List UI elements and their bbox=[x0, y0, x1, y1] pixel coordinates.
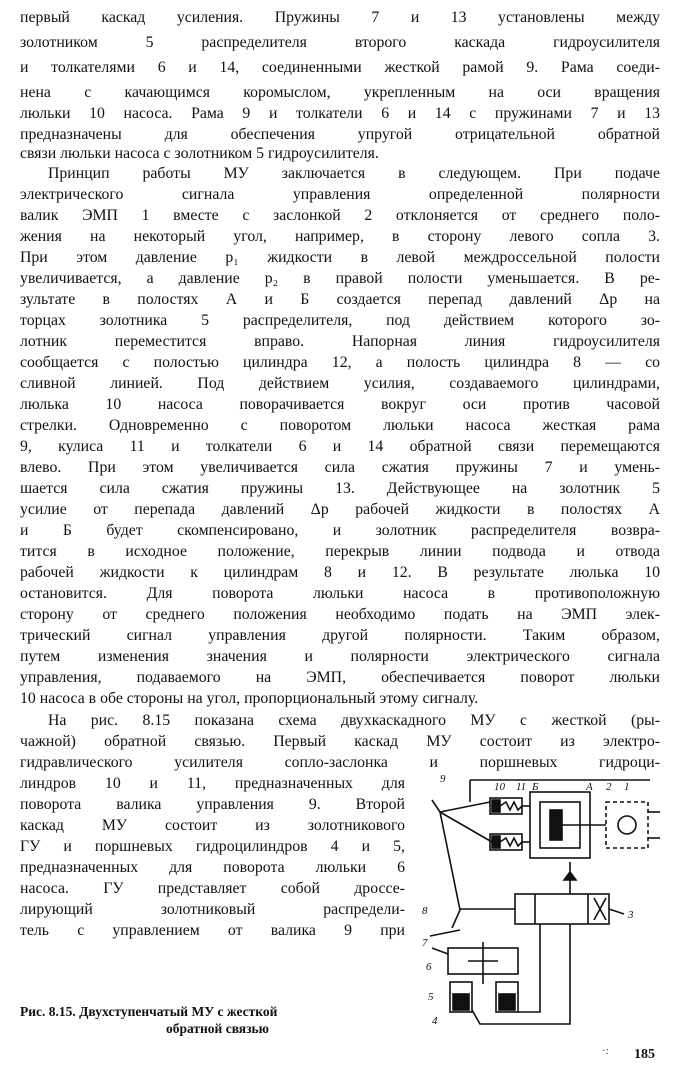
text-line: усилие от перепада давлений Δp рабочей жидкости в полостях А bbox=[20, 501, 660, 518]
text-line: линдров 10 и 11, предназначенных для bbox=[20, 775, 405, 792]
label-3: 3 bbox=[628, 909, 634, 921]
text-line: поворота валика управления 9. Второй bbox=[20, 796, 405, 813]
label-1: 1 bbox=[624, 781, 630, 793]
label-6: 6 bbox=[426, 961, 432, 973]
text-line: предназначены для обеспечения упругой отрицательной обратной bbox=[20, 126, 660, 143]
caption-line: обратной связью bbox=[165, 1021, 269, 1036]
text-line: лотник переместится вправо. Напорная линия гидроусилителя bbox=[20, 333, 660, 350]
text-line: шается сила сжатия пружины 13. Действующее на золотник 5 bbox=[20, 480, 660, 497]
label-b: Б bbox=[532, 781, 539, 793]
text-line: сообщается с полостью цилиндра 12, а полость цилиндра 8 — со bbox=[20, 354, 660, 371]
label-5: 5 bbox=[428, 991, 434, 1003]
figure-labels bbox=[422, 773, 634, 1027]
text-line: первый каскад усиления. Пружины 7 и 13 установлены между bbox=[20, 9, 660, 26]
text-line: сторону от среднего положения необходимо подать на ЭМП элек- bbox=[20, 606, 660, 623]
text-line: Принцип работы МУ заключается в следующем. При подаче bbox=[48, 165, 660, 182]
caption-line: Рис. 8.15. Двухступенчатый МУ с жесткой bbox=[20, 1004, 278, 1019]
label-a: А bbox=[586, 781, 593, 793]
text-line: предназначенных для поворота люльки 6 bbox=[20, 859, 405, 876]
text-line: люлька 10 насоса поворачивается вокруг оси против часовой bbox=[20, 396, 660, 413]
text-line: и толкателями 6 и 14, соединенными жесткой рамой 9. Рама соеди- bbox=[20, 59, 660, 76]
text-line: торцах золотника 5 распределителя, под действием которого зо- bbox=[20, 312, 660, 329]
text-line: чажной) обратной связью. Первый каскад МУ состоит из электро- bbox=[20, 733, 660, 750]
text-line: гидравлического усилителя сопло-заслонка и поршневых гидроци- bbox=[20, 754, 660, 771]
text-line: нена с качающимся коромыслом, укрепленным на оси вращения bbox=[20, 84, 660, 101]
text-line: золотником 5 распределителя второго каскада гидроусилителя bbox=[20, 34, 660, 51]
text-line: 9, кулиса 11 и толкатели 6 и 14 обратной связи перемещаются bbox=[20, 438, 660, 455]
text-line: лирующий золотниковый распредели- bbox=[20, 901, 405, 918]
label-8: 8 bbox=[422, 905, 428, 917]
text-line: влево. При этом увеличивается сила сжатия пружины 7 и умень- bbox=[20, 459, 660, 476]
page-number: 185 bbox=[634, 1047, 655, 1062]
text-line: рабочей жидкости к цилиндрам 8 и 12. В результате люлька 10 bbox=[20, 564, 660, 581]
hydraulic-schematic-figure bbox=[410, 772, 665, 1032]
text-line: ГУ и поршневых гидроцилиндров 4 и 5, bbox=[20, 838, 405, 855]
text-line: путем изменения значения и полярности электрического сигнала bbox=[20, 648, 660, 665]
text-line: управления, подаваемого на ЭМП, обеспечивается поворот люльки bbox=[20, 669, 660, 686]
text-line: люльки 10 насоса. Рама 9 и толкатели 6 и 14 с пружинами 7 и 13 bbox=[20, 105, 660, 122]
text-line: связи люльки насоса с золотником 5 гидроусилителя. bbox=[20, 145, 379, 162]
text-line: зультате в полостях А и Б создается перепад давлений Δp на bbox=[20, 291, 660, 308]
label-7: 7 bbox=[422, 937, 428, 949]
label-11: 11 bbox=[516, 781, 527, 793]
text-line: валик ЭМП 1 вместе с заслонкой 2 отклоняется от среднего поло- bbox=[20, 207, 660, 224]
text-line: каскад МУ состоит из золотникового bbox=[20, 817, 405, 834]
text-line: электрического сигнала управления определенной полярности bbox=[20, 186, 660, 203]
text-line: При этом давление p₁ жидкости в левой междроссельной полости bbox=[20, 249, 660, 266]
text-line: жения на некоторый угол, например, в сторону левого сопла 3. bbox=[20, 228, 660, 245]
label-4: 4 bbox=[432, 1015, 438, 1027]
text-line: и Б будет скомпенсировано, и золотник распределителя возвра- bbox=[20, 522, 660, 539]
text-line: остановится. Для поворота люльки насоса в противоположную bbox=[20, 585, 660, 602]
text-line: сливной линией. Под действием усилия, создаваемого цилиндрами, bbox=[20, 375, 660, 392]
text-line: стрелки. Одновременно с поворотом люльки насоса жесткая рама bbox=[20, 417, 660, 434]
figure-caption bbox=[20, 1003, 415, 1037]
label-9: 9 bbox=[440, 773, 446, 785]
text-line: насоса. ГУ представляет собой дроссе- bbox=[20, 880, 405, 897]
text-line: тится в исходное положение, перекрыв линии подвода и отвода bbox=[20, 543, 660, 560]
text-line: 10 насоса в обе стороны на угол, пропорциональный этому сигналу. bbox=[20, 690, 479, 707]
label-10: 10 bbox=[494, 781, 505, 793]
text-line: тель с управлением от валика 9 при bbox=[20, 922, 405, 939]
text-line: На рис. 8.15 показана схема двухкаскадного МУ с жесткой (ры- bbox=[48, 712, 660, 729]
text-line: трический сигнал управления другой полярности. Таким образом, bbox=[20, 627, 660, 644]
margin-mark: ·: bbox=[602, 1045, 609, 1057]
label-2: 2 bbox=[606, 781, 612, 793]
text-line: увеличивается, а давление p₂ в правой полости уменьшается. В ре- bbox=[20, 270, 660, 287]
